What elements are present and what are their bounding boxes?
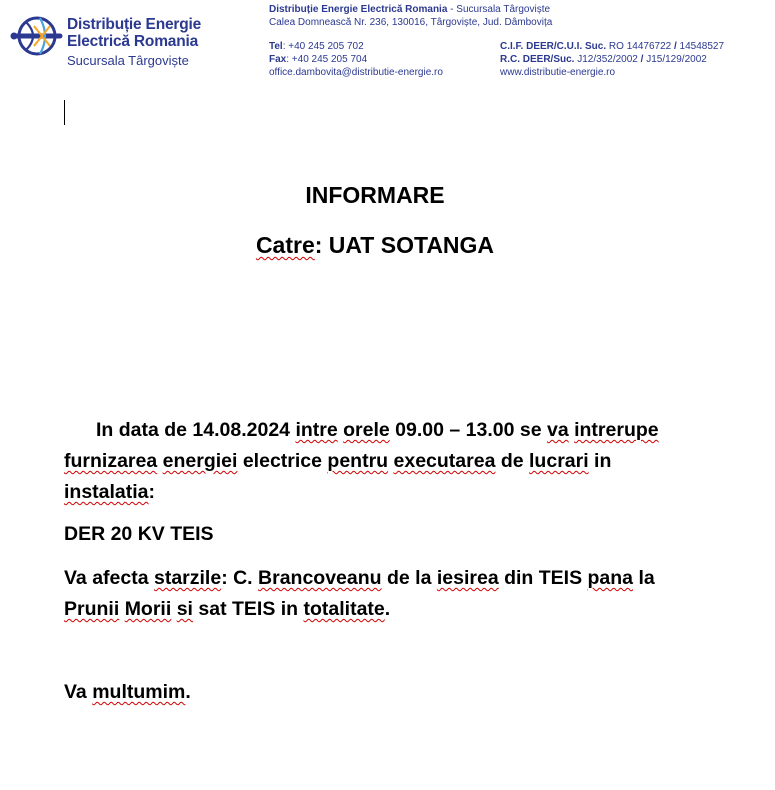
paragraph-affected-streets: Va afecta starzile: C. Brancoveanu de la iesirea din TEIS pana la Prunii Morii si sat TEIS in totalitate.	[64, 567, 655, 620]
paragraph-thanks: Va multumim.	[64, 681, 191, 703]
letterhead-fax: Fax: +40 245 205 704	[269, 54, 368, 65]
letterhead-company: Distribuție Energie Electrică Romania - Sucursala Târgoviște	[269, 4, 551, 15]
power-grid-logo-icon	[10, 14, 64, 60]
logo-name: Distribuție Energie Electrică Romania	[67, 16, 202, 50]
logo-branch: Sucursala Târgoviște	[67, 53, 189, 68]
company-logo	[10, 12, 225, 74]
letterhead-address: Calea Domnească Nr. 236, 130016, Târgoviște, Jud. Dâmbovița	[269, 17, 553, 28]
letterhead-cif: C.I.F. DEER/C.U.I. Suc. RO 14476722 / 14548527	[500, 41, 725, 52]
letterhead-rc: R.C. DEER/Suc. J12/352/2002 / J15/129/2002	[500, 54, 707, 65]
text-cursor	[64, 100, 65, 125]
letterhead-email[interactable]: office.dambovita@distributie-energie.ro	[269, 67, 443, 78]
letterhead-tel: Tel: +40 245 205 702	[269, 41, 364, 52]
document-title: INFORMARE	[305, 182, 445, 208]
letterhead-website[interactable]: www.distributie-energie.ro	[500, 67, 616, 78]
document-recipient: Catre: UAT SOTANGA	[255, 232, 495, 258]
paragraph-installation: DER 20 KV TEIS	[64, 523, 214, 545]
paragraph-interruption: In data de 14.08.2024 intre orele 09.00 – 13.00 se va intrerupe furnizarea energiei electrice pentru executarea de lucrari in instalatia:	[64, 419, 659, 503]
